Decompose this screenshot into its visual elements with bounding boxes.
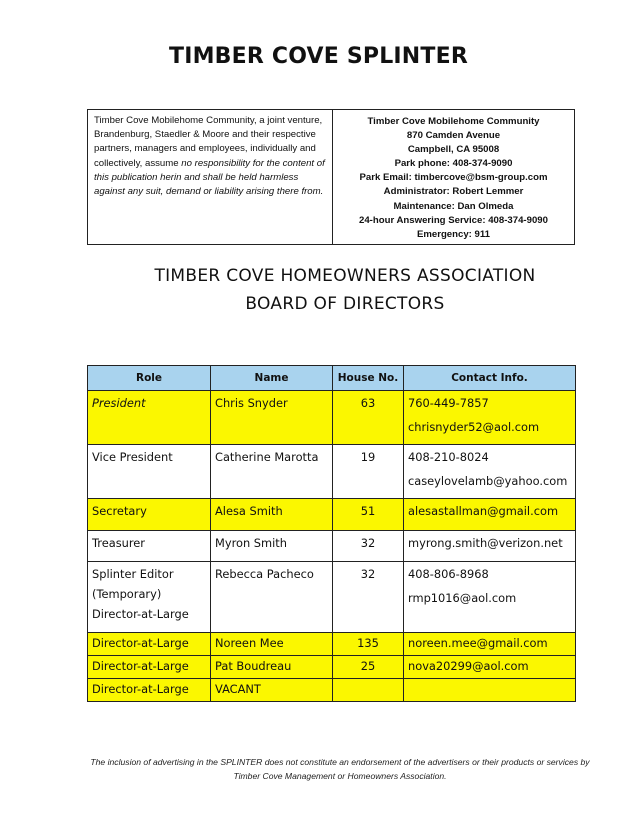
name-cell: Alesa Smith xyxy=(215,504,283,518)
name-cell: Catherine Marotta xyxy=(215,450,319,464)
contact-email: alesastallman@gmail.com xyxy=(408,504,559,518)
table-row xyxy=(88,499,576,531)
table-row xyxy=(88,562,576,633)
name-cell: VACANT xyxy=(215,682,261,696)
community-street: 870 Camden Avenue xyxy=(406,130,501,142)
house-cell: 32 xyxy=(360,536,376,550)
house-cell: 25 xyxy=(360,659,376,673)
maintenance: Maintenance: Dan Olmeda xyxy=(393,200,514,212)
role-cell-qualifier: (Temporary) xyxy=(92,587,162,601)
name-cell: Myron Smith xyxy=(215,536,287,550)
name-cell: Rebecca Pacheco xyxy=(215,567,314,581)
contact-email: caseylovelamb@yahoo.com xyxy=(408,474,568,488)
association-title: TIMBER COVE HOMEOWNERS ASSOCIATION xyxy=(154,266,536,286)
role-cell: Director-at-Large xyxy=(92,682,189,696)
disclaimer-normal: Timber Cove Mobilehome Community, a joint venture, Brandenburg, Staedler & Moore and their respective partners, managers and employees, individually and collectively, assume xyxy=(94,115,323,169)
role-cell: Director-at-Large xyxy=(92,636,189,650)
contact-email: myrong.smith@verizon.net xyxy=(408,536,563,550)
board-table xyxy=(87,365,576,702)
table-row xyxy=(88,633,576,656)
park-phone: Park phone: 408-374-9090 xyxy=(394,158,513,170)
administrator: Administrator: Robert Lemmer xyxy=(383,186,524,198)
contact-phone: 408-210-8024 xyxy=(408,450,489,464)
contact-email: chrisnyder52@aol.com xyxy=(408,420,540,434)
emergency: Emergency: 911 xyxy=(416,228,491,240)
contact-email: rmp1016@aol.com xyxy=(408,591,517,605)
table-header-row xyxy=(88,366,576,391)
disclaimer-text xyxy=(88,110,333,244)
community-contact xyxy=(333,110,574,244)
advertising-disclaimer: The inclusion of advertising in the SPLINTER does not constitute an endorsement of the advertisers or their products or services by Timber Cove Management or Homeowners Association. xyxy=(90,757,590,781)
role-cell: President xyxy=(92,396,146,410)
contact-phone: 760-449-7857 xyxy=(408,396,489,410)
board-title: BOARD OF DIRECTORS xyxy=(245,294,445,314)
disclaimer-italic: no responsibility for the content of this publication herin and shall be held harmless against any suit, demand or liability arising there from. xyxy=(94,157,325,198)
header-house: House No. xyxy=(333,366,404,391)
community-name: Timber Cove Mobilehome Community xyxy=(367,116,540,127)
role-cell: Splinter Editor xyxy=(92,567,174,581)
header-name: Name xyxy=(211,366,333,391)
house-cell: 51 xyxy=(360,504,376,518)
contact-email: noreen.mee@gmail.com xyxy=(408,636,548,650)
house-cell: 135 xyxy=(357,636,379,650)
table-row xyxy=(88,531,576,562)
role-cell: Director-at-Large xyxy=(92,659,189,673)
contact-email: nova20299@aol.com xyxy=(408,659,529,673)
info-box xyxy=(87,109,575,245)
park-email: Park Email: timbercove@bsm-group.com xyxy=(359,172,548,184)
name-cell: Chris Snyder xyxy=(215,396,288,410)
name-cell: Noreen Mee xyxy=(215,636,284,650)
newsletter-title: TIMBER COVE SPLINTER xyxy=(168,44,468,69)
table-row xyxy=(88,391,576,445)
table-row xyxy=(88,445,576,499)
answering-service: 24-hour Answering Service: 408-374-9090 xyxy=(359,214,548,226)
role-cell-secondary: Director-at-Large xyxy=(92,607,189,621)
community-city: Campbell, CA 95008 xyxy=(407,144,500,156)
header-contact: Contact Info. xyxy=(404,366,576,391)
table-row xyxy=(88,656,576,679)
house-cell: 19 xyxy=(360,450,376,464)
house-cell: 63 xyxy=(360,396,376,410)
contact-phone: 408-806-8968 xyxy=(408,567,489,581)
name-cell: Pat Boudreau xyxy=(215,659,292,673)
house-cell: 32 xyxy=(360,567,376,581)
header-role: Role xyxy=(88,366,211,391)
table-row xyxy=(88,679,576,702)
role-cell: Secretary xyxy=(92,504,147,518)
role-cell: Treasurer xyxy=(92,536,145,550)
role-cell: Vice President xyxy=(92,450,173,464)
